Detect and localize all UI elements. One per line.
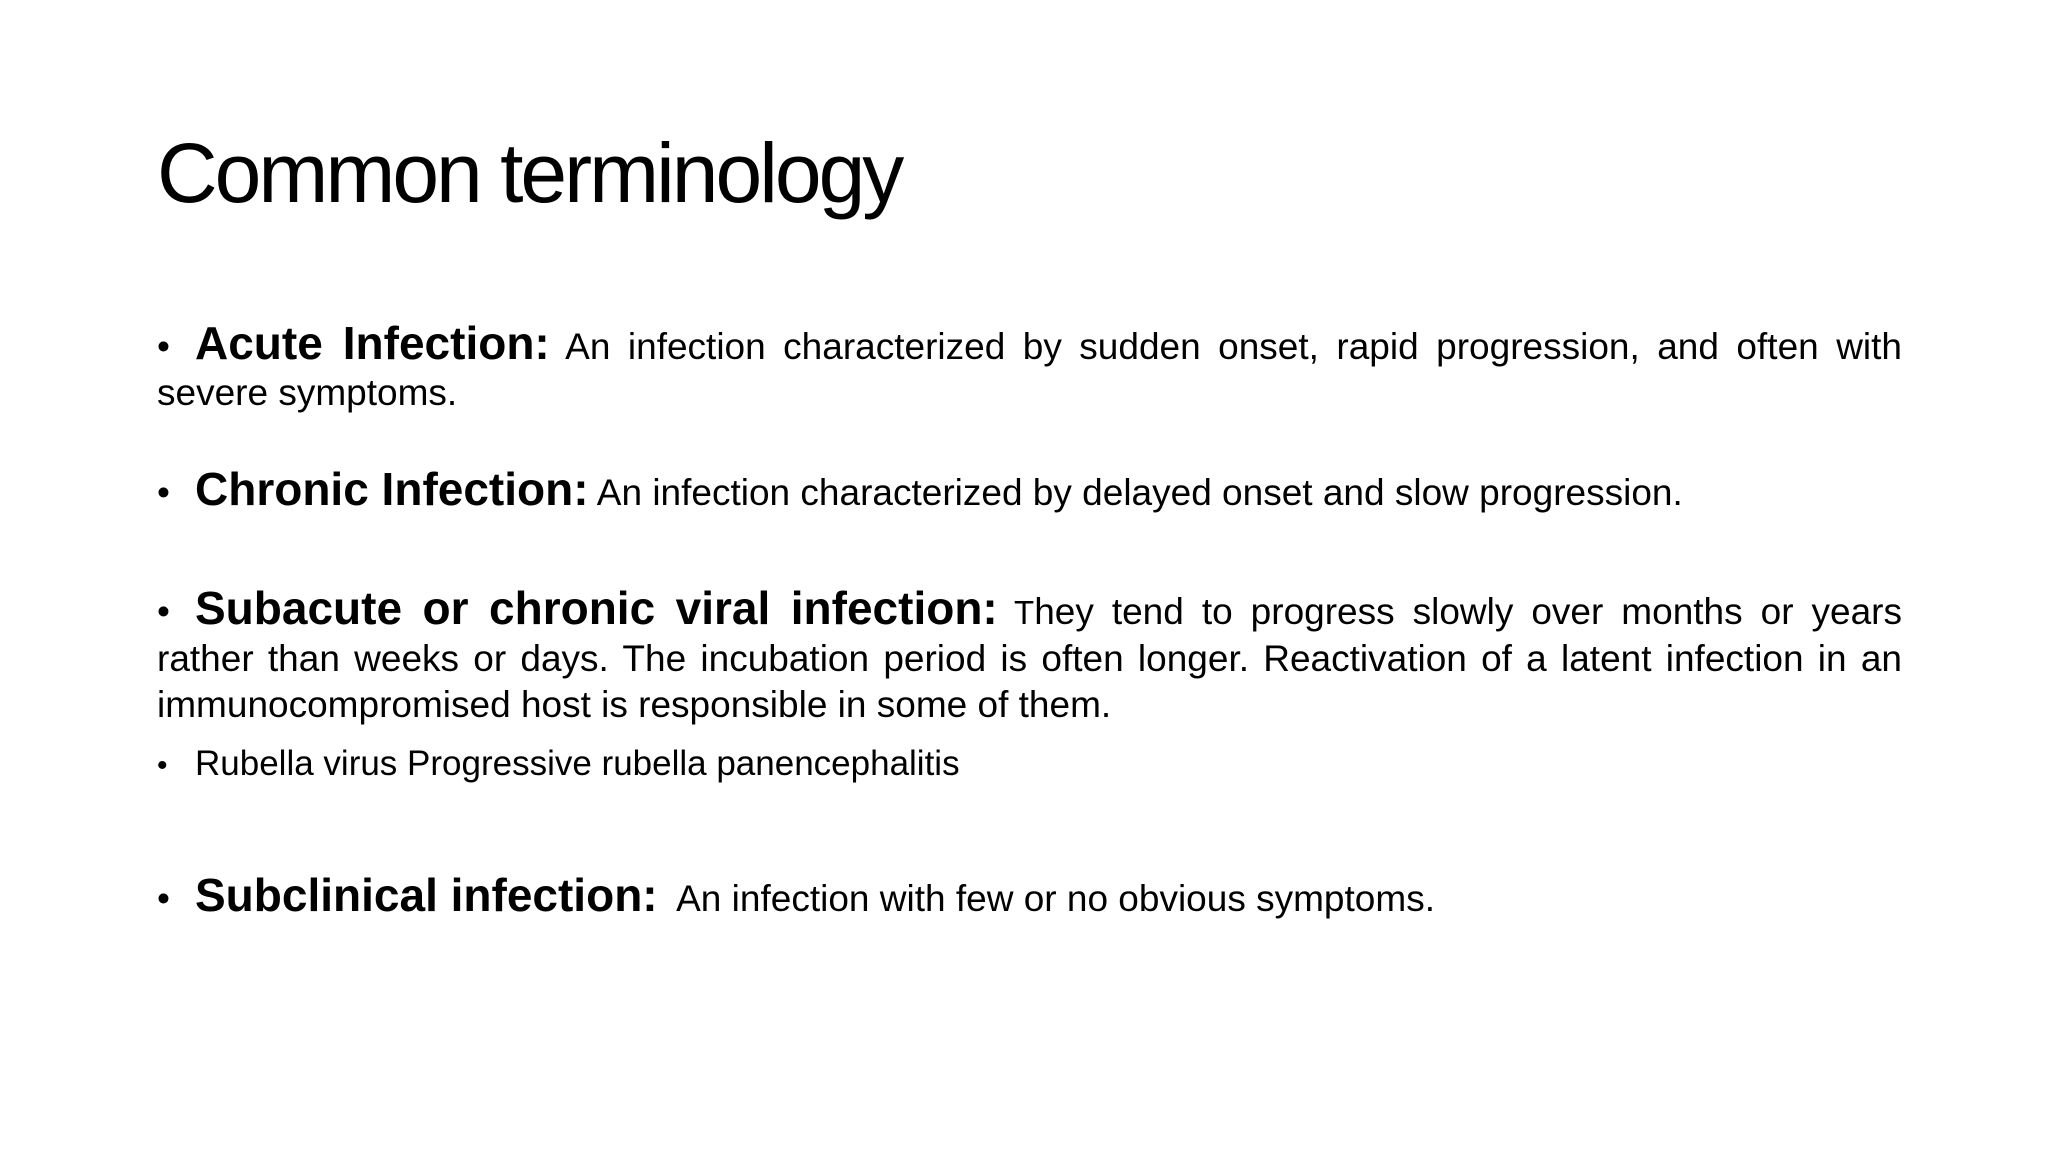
definition-subclinical-infection: An infection with few or no obvious symptoms. — [657, 878, 1435, 919]
subitem-rubella-text: Rubella virus Progressive rubella panencephalitis — [195, 744, 960, 783]
list-item-chronic-infection — [157, 463, 1902, 516]
term-subclinical-infection: Subclinical infection: — [195, 869, 658, 921]
list-item-subacute-infection — [157, 582, 1902, 728]
definition-acute-infection: An infection characterized by sudden onset, rapid progression, and often with severe symptoms. — [157, 326, 1902, 413]
bullet-icon: • — [157, 326, 170, 367]
list-subitem-rubella — [157, 742, 960, 788]
list-item-subclinical-infection — [157, 869, 1902, 922]
definition-first-letter: T — [997, 594, 1035, 631]
bullet-icon: • — [157, 878, 170, 919]
definition-subacute-infection: hey tend to progress slowly over months or years rather than weeks or days. The incubation period is often longer. Reactivation of a latent infection in an immunocompromised host is responsible in some of them. — [157, 591, 1902, 725]
definition-chronic-infection: An infection characterized by delayed onset and slow progression. — [588, 472, 1683, 513]
bullet-icon: • — [157, 472, 170, 513]
slide-title: Common terminology — [157, 126, 902, 220]
term-acute-infection: Acute Infection: — [195, 317, 550, 369]
term-subacute-infection: Subacute or chronic viral infection: — [195, 582, 998, 634]
bullet-icon: • — [157, 749, 168, 782]
term-chronic-infection: Chronic Infection: — [195, 463, 589, 515]
list-item-acute-infection — [157, 317, 1902, 416]
bullet-icon: • — [157, 591, 170, 632]
